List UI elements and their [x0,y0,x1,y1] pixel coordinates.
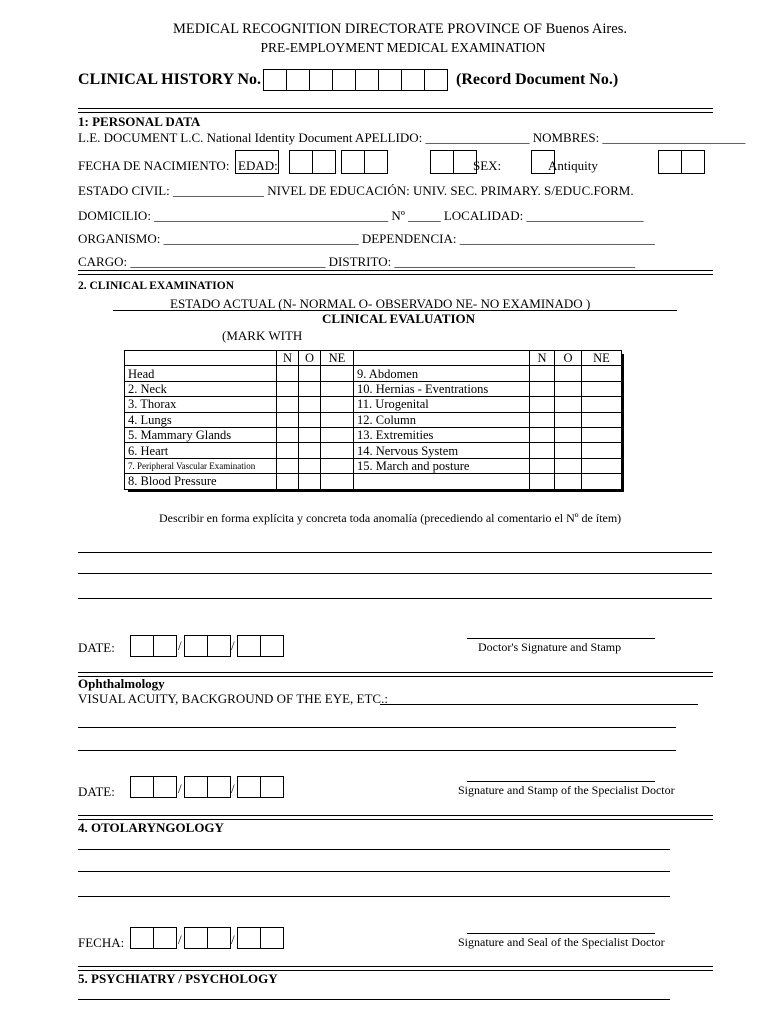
check-cell[interactable] [530,458,555,473]
table-row [125,458,622,473]
check-cell[interactable] [582,381,622,396]
item-label: 4. Lungs [125,412,277,427]
visual-acuity-label: VISUAL ACUITY, BACKGROUND OF THE EYE, ETC.: [78,691,388,706]
check-cell[interactable] [299,458,321,473]
col-n: N [530,351,555,366]
check-cell[interactable] [555,412,582,427]
comment-line[interactable] [78,598,712,599]
date-day-boxes[interactable] [131,927,177,949]
birthdate-day-boxes[interactable] [290,150,336,174]
check-cell[interactable] [299,412,321,427]
check-cell[interactable] [530,397,555,412]
date-month-boxes[interactable] [185,635,231,657]
clinical-history-number-boxes[interactable] [264,69,448,91]
personal-data-row-1: L.E. DOCUMENT L.C. National Identity Document APELLIDO: ________________ NOMBRES: ______________________ [78,130,746,145]
personal-data-row-5: ORGANISMO: ______________________________ DEPENDENCIA: ______________________________ [78,231,655,246]
antiquity-label: Antiquity [548,158,598,173]
age-value-boxes[interactable] [431,150,477,174]
birthdate-label: FECHA DE NACIMIENTO: [78,158,230,173]
item-label: 14. Nervous System [354,443,530,458]
check-cell[interactable] [555,366,582,381]
item-label: 5. Mammary Glands [125,427,277,442]
check-cell[interactable] [555,427,582,442]
date-year-boxes[interactable] [238,635,284,657]
check-cell[interactable] [321,458,354,473]
check-cell[interactable] [555,443,582,458]
item-label: 2. Neck [125,381,277,396]
personal-data-row-6: CARGO: ______________________________ DISTRITO: _____________________________________ [78,254,635,269]
item-label: 3. Thorax [125,397,277,412]
date-month-boxes[interactable] [185,927,231,949]
check-cell[interactable] [299,474,321,489]
comment-line[interactable] [78,999,670,1000]
date-separator: / [231,638,235,653]
estado-actual-legend: ESTADO ACTUAL (N- NORMAL O- OBSERVADO NE- NO EXAMINADO ) [170,296,591,311]
record-document-label: (Record Document No.) [456,71,619,88]
table-row [125,443,622,458]
date-label: DATE: [78,640,115,655]
check-cell[interactable] [582,443,622,458]
item-label: 15. March and posture [354,458,530,473]
comment-line[interactable] [78,849,670,850]
comment-line[interactable] [78,896,670,897]
signature-line[interactable] [467,781,655,782]
table-row [125,397,622,412]
table-row [125,381,622,396]
check-cell[interactable] [277,427,299,442]
date-year-boxes[interactable] [238,776,284,798]
check-cell[interactable] [530,366,555,381]
specialist-seal-label: Signature and Seal of the Specialist Doctor [458,935,665,949]
table-row [125,366,622,381]
date-separator: / [178,932,182,947]
personal-data-row-3: ESTADO CIVIL: ______________ NIVEL DE EDUCACIÓN: UNIV. SEC. PRIMARY. S/EDUC.FORM. [78,183,634,198]
check-cell[interactable] [582,412,622,427]
item-label: 10. Hernias - Eventrations [354,381,530,396]
header-line-2: PRE-EMPLOYMENT MEDICAL EXAMINATION [260,40,546,55]
item-label: 13. Extremities [354,427,530,442]
check-cell[interactable] [277,458,299,473]
section-otolaryngology-title: 4. OTOLARYNGOLOGY [78,820,224,835]
check-cell[interactable] [277,366,299,381]
date-separator: / [231,781,235,796]
col-o: O [555,351,582,366]
clinical-evaluation-title: CLINICAL EVALUATION [322,311,476,326]
check-cell[interactable] [582,366,622,381]
col-n: N [277,351,299,366]
check-cell[interactable] [530,474,555,489]
personal-data-row-4: DOMICILIO: ____________________________________ Nº _____ LOCALIDAD: __________________ [78,208,644,223]
item-label: 9. Abdomen [354,366,530,381]
divider [78,672,713,677]
table-header-row [125,351,622,366]
check-cell[interactable] [555,458,582,473]
check-cell[interactable] [299,427,321,442]
section-psychiatry-title: 5. PSYCHIATRY / PSYCHOLOGY [78,971,278,986]
col-ne: NE [582,351,622,366]
check-cell[interactable] [530,381,555,396]
comment-line[interactable] [78,552,712,553]
date-separator: / [178,781,182,796]
check-cell[interactable] [321,397,354,412]
check-cell[interactable] [582,474,622,489]
comment-line[interactable] [78,727,676,728]
comment-line[interactable] [78,573,712,574]
date-separator: / [178,638,182,653]
section-ophthalmology-title: Ophthalmology [78,676,165,691]
check-cell[interactable] [530,427,555,442]
check-cell[interactable] [277,474,299,489]
check-cell[interactable] [555,381,582,396]
check-cell[interactable] [277,443,299,458]
clinical-history-label: CLINICAL HISTORY No. [78,71,262,88]
item-label [354,474,530,489]
clinical-evaluation-table [124,350,622,490]
table-row [125,412,622,427]
antiquity-boxes[interactable] [659,150,705,174]
check-cell[interactable] [299,443,321,458]
section-clinical-exam-title: 2. CLINICAL EXAMINATION [78,280,235,292]
check-cell[interactable] [277,397,299,412]
date-day-boxes[interactable] [131,635,177,657]
item-label: 7. Peripheral Vascular Examination [125,458,277,473]
col-ne: NE [321,351,354,366]
section-personal-data-title: 1: PERSONAL DATA [78,114,201,129]
fecha-label: FECHA: [78,935,125,950]
sex-label: SEX: [473,158,502,173]
date-label: DATE: [78,784,115,799]
col-o: O [299,351,321,366]
check-cell[interactable] [321,443,354,458]
check-cell[interactable] [530,412,555,427]
date-month-boxes[interactable] [185,776,231,798]
table-row [125,474,622,489]
table-row [125,427,622,442]
divider [78,108,713,113]
check-cell[interactable] [582,458,622,473]
comment-line[interactable] [78,750,676,751]
specialist-signature-label: Signature and Stamp of the Specialist Doctor [458,783,675,797]
check-cell[interactable] [582,427,622,442]
check-cell[interactable] [582,397,622,412]
check-cell[interactable] [530,443,555,458]
date-year-boxes[interactable] [238,927,284,949]
signature-line[interactable] [467,933,655,934]
comment-line[interactable] [78,871,670,872]
visual-acuity-line[interactable] [380,704,698,705]
check-cell[interactable] [321,381,354,396]
check-cell[interactable] [277,381,299,396]
age-boxes[interactable] [236,150,279,174]
date-separator: / [231,932,235,947]
age-label: EDAD: [238,158,278,173]
check-cell[interactable] [321,412,354,427]
mark-with-note: (MARK WITH [222,328,303,343]
header-line-1: MEDICAL RECOGNITION DIRECTORATE PROVINCE OF Buenos Aires. [173,21,627,37]
check-cell[interactable] [555,474,582,489]
check-cell[interactable] [277,412,299,427]
check-cell[interactable] [321,427,354,442]
item-label: 6. Heart [125,443,277,458]
item-label: 8. Blood Pressure [125,474,277,489]
birthdate-month-boxes[interactable] [342,150,388,174]
item-label: 12. Column [354,412,530,427]
check-cell[interactable] [299,366,321,381]
check-cell[interactable] [299,381,321,396]
check-cell[interactable] [321,474,354,489]
check-cell[interactable] [555,397,582,412]
describe-instructions: Describir en forma explícita y concreta toda anomalía (precediendo al comentario el Nº de ítem) [159,511,622,525]
item-label: 11. Urogenital [354,397,530,412]
signature-line[interactable] [467,638,655,639]
check-cell[interactable] [321,366,354,381]
doctor-signature-label: Doctor's Signature and Stamp [478,640,622,654]
divider [78,270,713,275]
item-label: Head [125,366,277,381]
date-day-boxes[interactable] [131,776,177,798]
check-cell[interactable] [299,397,321,412]
